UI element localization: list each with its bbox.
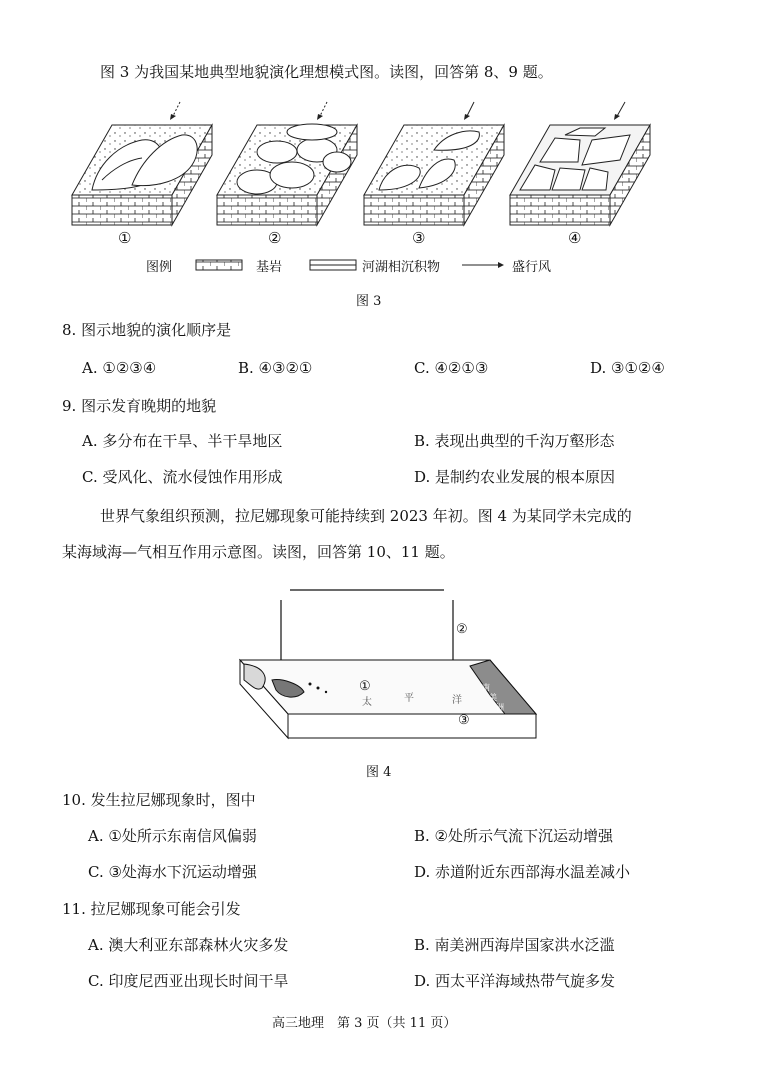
legend-sediment-label: 河湖相沉积物 xyxy=(362,260,441,275)
intro-figure4-line1: 世界气象组织预测，拉尼娜现象可能持续到 2023 年初。图 4 为某同学未完成的 xyxy=(100,507,632,525)
q9-option-c: C. 受风化、流水侵蚀作用形成 xyxy=(82,468,283,486)
q9-option-b: B. 表现出典型的千沟万壑形态 xyxy=(414,432,615,450)
landform-block-1 xyxy=(72,102,212,225)
q8-option-a: A. ①②③④ xyxy=(82,359,157,377)
figure4-caption: 图 4 xyxy=(366,765,392,780)
map-label-zhou: 洲 xyxy=(496,703,504,712)
map-label-mei: 美 xyxy=(489,693,497,702)
q8-option-b: B. ④③②① xyxy=(238,359,313,377)
q10-option-c: C. ③处海水下沉运动增强 xyxy=(88,863,257,881)
intro-figure4-line2: 某海域海—气相互作用示意图。读图，回答第 10、11 题。 xyxy=(62,543,455,561)
map-label-yang: 洋 xyxy=(452,695,462,706)
legend-wind-label: 盛行风 xyxy=(512,260,552,275)
figure3-caption: 图 3 xyxy=(356,294,382,309)
q8-option-d: D. ③①②④ xyxy=(590,359,665,377)
q9-stem: 9. 图示发育晚期的地貌 xyxy=(62,397,217,415)
fig3-label-1: ① xyxy=(118,229,132,247)
q8-option-c: C. ④②①③ xyxy=(414,359,489,377)
fig3-label-2: ② xyxy=(268,229,282,247)
q10-option-b: B. ②处所示气流下沉运动增强 xyxy=(414,827,614,845)
q11-option-c: C. 印度尼西亚出现长时间干旱 xyxy=(88,972,289,990)
q8-stem: 8. 图示地貌的演化顺序是 xyxy=(62,321,232,339)
q10-option-a: A. ①处所示东南信风偏弱 xyxy=(88,827,257,845)
q11-option-a: A. 澳大利亚东部森林火灾多发 xyxy=(88,936,289,954)
q11-option-b: B. 南美洲西海岸国家洪水泛滥 xyxy=(414,936,615,954)
q10-option-d: D. 赤道附近东西部海水温差减小 xyxy=(414,863,631,881)
figure-4 xyxy=(0,580,764,740)
map-label-ping: 平 xyxy=(404,693,414,704)
fig3-label-3: ③ xyxy=(412,229,426,247)
q11-option-d: D. 西太平洋海域热带气旋多发 xyxy=(414,972,616,990)
intro-figure3: 图 3 为我国某地典型地貌演化理想模式图。读图，回答第 8、9 题。 xyxy=(100,63,553,81)
map-label-nan: 南 xyxy=(482,683,490,692)
legend-bedrock-swatch xyxy=(196,260,242,270)
landform-block-3 xyxy=(364,102,504,225)
q9-option-d: D. 是制约农业发展的根本原因 xyxy=(414,468,616,486)
fig4-label-1: ① xyxy=(359,679,371,694)
q11-stem: 11. 拉尼娜现象可能会引发 xyxy=(62,900,241,918)
fig4-label-2: ② xyxy=(456,622,468,637)
legend-title: 图例 xyxy=(146,260,173,275)
fig4-label-3: ③ xyxy=(458,713,470,728)
landform-block-2 xyxy=(217,102,357,225)
map-label-tai: 太 xyxy=(362,697,372,708)
q10-stem: 10. 发生拉尼娜现象时，图中 xyxy=(62,791,256,809)
ocean-front-face xyxy=(288,714,536,738)
q9-option-a: A. 多分布在干旱、半干旱地区 xyxy=(82,432,283,450)
landform-block-4 xyxy=(510,102,650,225)
page-footer: 高三地理 第 3 页（共 11 页） xyxy=(272,1016,457,1031)
legend-bedrock-label: 基岩 xyxy=(256,260,283,275)
fig3-label-4: ④ xyxy=(568,229,582,247)
